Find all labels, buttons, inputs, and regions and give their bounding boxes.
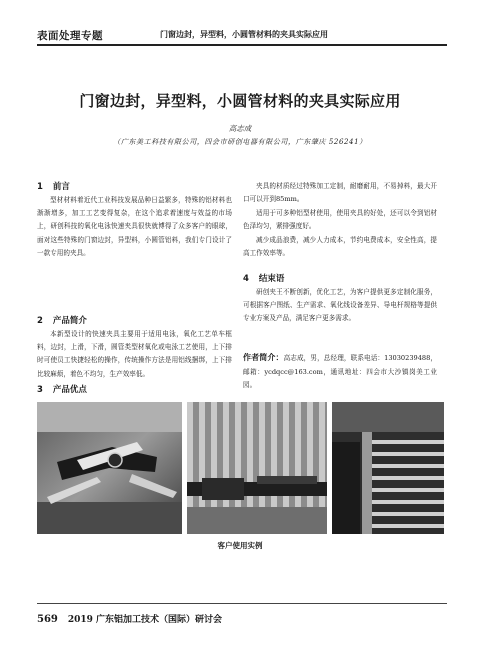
section-title: 产品简介 bbox=[52, 316, 87, 326]
section-number: 2 bbox=[37, 316, 43, 326]
section-number: 4 bbox=[243, 274, 249, 284]
article-affiliation: （广东美工科技有限公司，四会市研创电器有限公司，广东肇庆 526241） bbox=[113, 138, 367, 146]
author-note-text: 高志成，男，总经理，联系电话：13030239488，邮箱：ycdqcc@163.com，通讯地址：四会市大沙镇岗美工业园。 bbox=[243, 354, 437, 389]
section-2-body: 本新型设计的快速夹具主要用于适用电泳，氧化工艺单车框料，边封，上滑，下滑，圆管类型材氧化或电泳工艺使用，上下排时可使员工快捷轻松的操作，传统操作方法是用铝线捆绑，上下排比较麻烦，着色不均匀，生产效率低。 bbox=[37, 330, 232, 378]
section-1-body: 型材材料着近代工业科技发展品种日益繁多，特殊的铝材料也渐渐增多，加工工艺变得复杂，在这个追求着速度与效益的市场上，研创科技的氧化电泳快速夹具很快就博得了众多客户的眼球，面对这些特殊的门窗边封，异型料，小圆管铝料，我们专门设计了一款专用的夹具。 bbox=[37, 196, 232, 257]
footer-rule bbox=[37, 603, 447, 604]
section-4-body: 研创夹王不断创新，优化工艺，为客户提供更多定制化服务，可根据客户图纸、生产需求、氧化线设备差异、导电杆规格等提供专业方案及产品，满足客户更多需求。 bbox=[243, 288, 437, 323]
section-title: 前言 bbox=[52, 182, 70, 192]
page-footer bbox=[37, 612, 222, 625]
section-title: 产品优点 bbox=[52, 385, 87, 395]
header-rule bbox=[37, 44, 447, 46]
section-heading-3 bbox=[37, 383, 232, 395]
photo-rack-side bbox=[332, 402, 444, 534]
section-number: 3 bbox=[37, 385, 43, 395]
journal-section-label: 表面处理专题 bbox=[37, 30, 103, 42]
advantages-para-1: 夹具的材质经过特殊加工定制，耐磨耐用，不易掉料，最大开口可以开到85mm。 bbox=[243, 182, 437, 204]
author-note-label: 作者简介： bbox=[243, 353, 284, 362]
section-heading-2 bbox=[37, 314, 232, 326]
journal-name: 2019 广东铝加工技术（国际）研讨会 bbox=[67, 615, 223, 625]
author-note bbox=[243, 351, 437, 393]
photo-clamp-closeup bbox=[37, 402, 182, 534]
running-title: 门窗边封，异型料，小圆管材料的夹具实际应用 bbox=[160, 29, 328, 39]
article-author: 高志成 bbox=[228, 124, 252, 133]
article-title: 门窗边封，异型料，小圆管材料的夹具实际应用 bbox=[79, 92, 401, 110]
advantages-para-2: 适用于可多种铝型材使用，使用夹具的好处，还可以令到铝材色泽均匀，紧排强度好。 bbox=[243, 209, 437, 231]
section-heading-4 bbox=[243, 272, 437, 284]
section-number: 1 bbox=[37, 182, 43, 192]
section-title: 结束语 bbox=[258, 274, 285, 284]
section-heading-1 bbox=[37, 180, 232, 192]
advantages-para-3: 减少成品浪费，减少人力成本，节约电费成本，安全性高，提高工作效率等。 bbox=[243, 236, 437, 258]
figure-caption: 客户使用实例 bbox=[217, 541, 263, 550]
photo-clamped-profiles bbox=[187, 402, 327, 534]
page-number: 569 bbox=[37, 614, 58, 625]
